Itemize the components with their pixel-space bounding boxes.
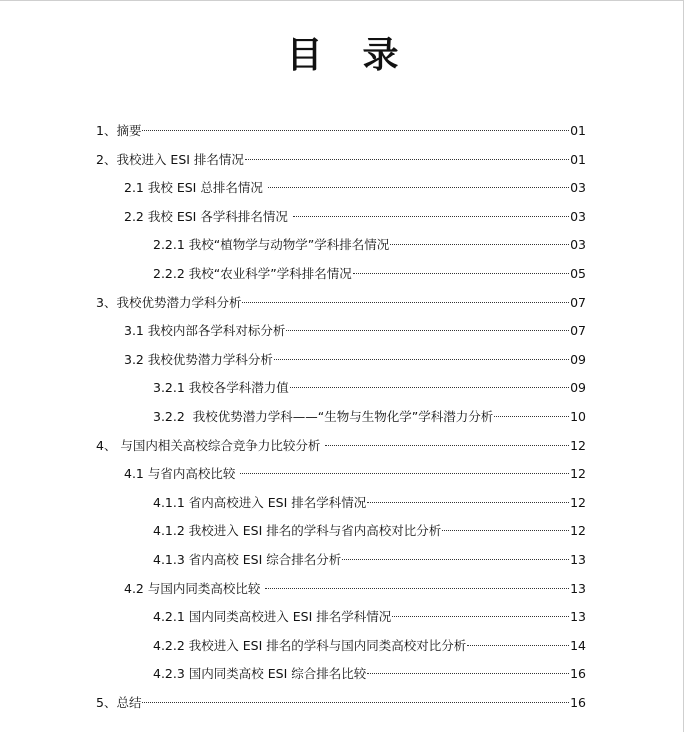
toc-entry-title: 4.1 与省内高校比较 [124,466,240,482]
dot-leader [142,702,569,703]
toc-entry-title: 2、我校进入 ESI 排名情况 [96,151,244,167]
dot-leader [293,216,569,217]
dot-leader [467,645,569,646]
toc-entry[interactable] [153,636,586,656]
dot-leader [142,130,569,131]
toc-entry-title: 4.1.1 省内高校进入 ESI 排名学科情况 [153,494,367,510]
toc-entry-page: 01 [570,151,586,167]
toc-entry-page: 16 [570,666,586,682]
toc-entry[interactable] [153,664,586,684]
toc-entry-page: 12 [570,437,586,453]
toc-title: 目录 [286,35,439,76]
dot-leader [274,359,569,360]
dot-leader [286,330,569,331]
toc-entry-page: 07 [570,294,586,310]
toc-entry-title: 2.1 我校 ESI 总排名情况 [124,180,267,196]
toc-entry[interactable] [153,264,586,284]
dot-leader [442,530,569,531]
dot-leader [494,416,569,417]
toc-entry-page: 12 [570,466,586,482]
toc-entry-page: 12 [570,494,586,510]
dot-leader [242,302,569,303]
toc-entry-title: 2.2.2 我校“农业科学”学科排名情况 [153,266,352,281]
toc-entry-page: 13 [570,552,586,567]
toc-entry[interactable] [96,150,586,170]
dot-leader [240,473,569,474]
dot-leader [392,616,569,617]
toc-entry-page: 10 [570,409,586,424]
toc-entry[interactable] [153,521,586,541]
toc-entry[interactable] [153,607,586,627]
toc-entry-title: 1、摘要 [96,123,142,138]
toc-entry-title: 4.2.2 我校进入 ESI 排名的学科与国内同类高校对比分析 [153,637,467,653]
toc-entry-page: 09 [570,380,586,396]
toc-entry[interactable] [96,436,586,456]
toc-entry-page: 09 [570,351,586,367]
toc-entry[interactable] [96,693,586,713]
toc-entry-title: 3、我校优势潜力学科分析 [96,294,242,310]
toc-entry[interactable] [153,493,586,513]
toc-entry-page: 13 [570,609,586,625]
dot-leader [353,273,569,274]
toc-entry[interactable] [153,407,586,427]
toc-entry[interactable] [153,235,586,255]
toc-entry-title: 2.2.1 我校“植物学与动物学”学科排名情况 [153,237,390,253]
toc-entry-title: 4、 与国内相关高校综合竞争力比较分析 [96,437,325,453]
toc-entry-page: 03 [570,237,586,253]
toc-entry[interactable] [153,550,586,570]
toc-entry-page: 05 [570,266,586,281]
toc-entry-title: 4.1.2 我校进入 ESI 排名的学科与省内高校对比分析 [153,523,442,539]
toc-entry-page: 03 [570,208,586,224]
toc-entry[interactable] [124,579,586,599]
toc-entry[interactable] [96,121,586,141]
toc-entry[interactable] [124,464,586,484]
dot-leader [325,445,569,446]
dot-leader [342,559,569,560]
toc-entry-page: 03 [570,180,586,196]
toc-entry-title: 3.1 我校内部各学科对标分析 [124,323,286,339]
toc-entry-page: 07 [570,323,586,339]
toc-entry[interactable] [124,350,586,370]
toc-entry-title: 3.2.1 我校各学科潜力值 [153,380,289,396]
dot-leader [367,673,569,674]
toc-entry[interactable] [124,207,586,227]
toc-entry-title: 3.2.2 我校优势潜力学科——“生物与生物化学”学科潜力分析 [153,409,494,424]
toc-entry-title: 5、总结 [96,695,142,710]
dot-leader [290,387,569,388]
dot-leader [265,588,569,589]
toc-entry-title: 4.2 与国内同类高校比较 [124,580,265,596]
toc-entry-title: 4.1.3 省内高校 ESI 综合排名分析 [153,552,342,567]
toc-entry-page: 16 [570,695,586,710]
toc-entry-page: 13 [570,580,586,596]
toc-entry[interactable] [96,293,586,313]
toc-entry-title: 2.2 我校 ESI 各学科排名情况 [124,208,292,224]
dot-leader [390,244,569,245]
toc-entry-page: 01 [570,123,586,138]
dot-leader [268,187,569,188]
toc-entry[interactable] [124,321,586,341]
dot-leader [245,159,569,160]
toc-entry[interactable] [153,378,586,398]
toc-entry-page: 14 [570,637,586,653]
toc-entry-title: 4.2.3 国内同类高校 ESI 综合排名比较 [153,666,367,682]
toc-entry-title: 3.2 我校优势潜力学科分析 [124,351,273,367]
dot-leader [367,502,569,503]
toc-entry-title: 4.2.1 国内同类高校进入 ESI 排名学科情况 [153,609,392,625]
toc-entry[interactable] [124,178,586,198]
toc-entry-page: 12 [570,523,586,539]
